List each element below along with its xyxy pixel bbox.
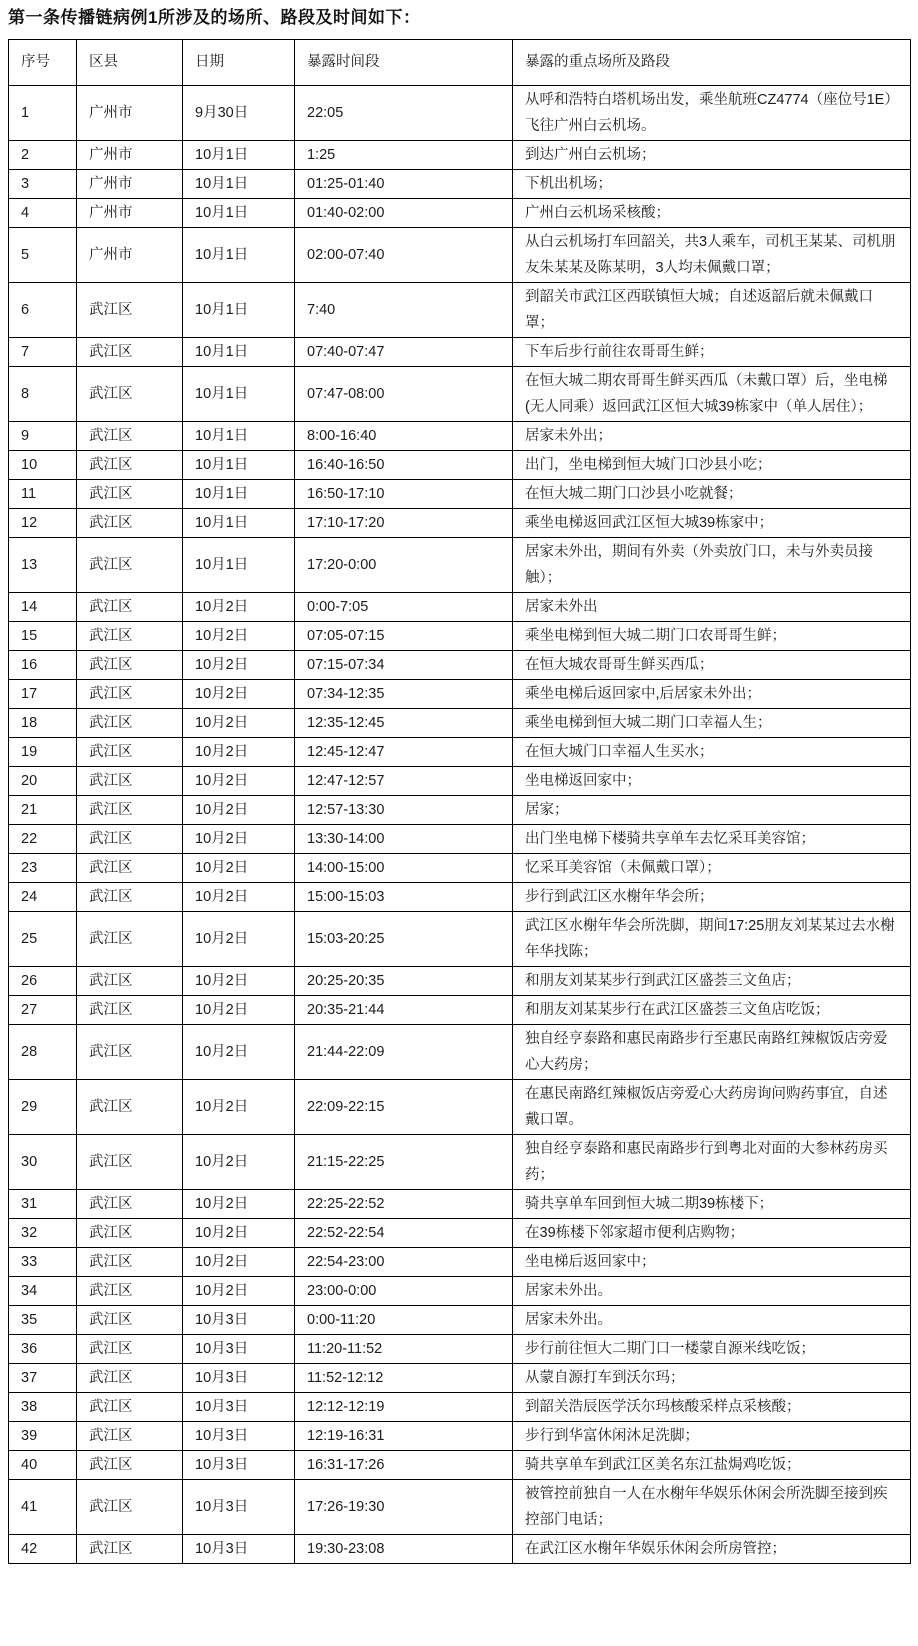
cell-date: 10月2日 <box>183 593 295 622</box>
cell-time: 22:09-22:15 <box>295 1080 513 1135</box>
cell-time: 16:40-16:50 <box>295 451 513 480</box>
cell-district: 武江区 <box>77 1451 183 1480</box>
cell-place: 乘坐电梯后返回家中,后居家未外出； <box>513 680 911 709</box>
cell-no: 23 <box>9 854 77 883</box>
cell-time: 15:03-20:25 <box>295 912 513 967</box>
cell-date: 10月2日 <box>183 796 295 825</box>
cell-district: 武江区 <box>77 738 183 767</box>
cell-date: 10月2日 <box>183 825 295 854</box>
cell-date: 10月2日 <box>183 738 295 767</box>
table-row <box>9 1025 911 1080</box>
cell-district: 武江区 <box>77 767 183 796</box>
cell-district: 武江区 <box>77 622 183 651</box>
table-row <box>9 538 911 593</box>
cell-place: 步行前往恒大二期门口一楼蒙自源米线吃饭； <box>513 1335 911 1364</box>
table-row <box>9 86 911 141</box>
cell-no: 5 <box>9 228 77 283</box>
cell-place: 从蒙自源打车到沃尔玛； <box>513 1364 911 1393</box>
cell-no: 40 <box>9 1451 77 1480</box>
cell-district: 武江区 <box>77 1364 183 1393</box>
cell-no: 22 <box>9 825 77 854</box>
cell-date: 10月3日 <box>183 1480 295 1535</box>
table-row <box>9 709 911 738</box>
table-row <box>9 854 911 883</box>
cell-place: 骑共享单车到武江区美名东江盐焗鸡吃饭； <box>513 1451 911 1480</box>
cell-place: 居家未外出。 <box>513 1306 911 1335</box>
cell-district: 广州市 <box>77 86 183 141</box>
cell-date: 10月2日 <box>183 1080 295 1135</box>
cell-place: 在恒大城门口幸福人生买水； <box>513 738 911 767</box>
cell-time: 20:35-21:44 <box>295 996 513 1025</box>
cell-place: 在恒大城农哥哥生鲜买西瓜； <box>513 651 911 680</box>
cell-date: 10月1日 <box>183 451 295 480</box>
cell-time: 17:20-0:00 <box>295 538 513 593</box>
cell-place: 乘坐电梯返回武江区恒大城39栋家中； <box>513 509 911 538</box>
header-cell-time: 暴露时间段 <box>295 40 513 86</box>
header-cell-place: 暴露的重点场所及路段 <box>513 40 911 86</box>
cell-no: 29 <box>9 1080 77 1135</box>
table-row <box>9 967 911 996</box>
table-row <box>9 1364 911 1393</box>
table-header-row <box>9 40 911 86</box>
cell-district: 武江区 <box>77 451 183 480</box>
header-cell-no: 序号 <box>9 40 77 86</box>
cell-no: 20 <box>9 767 77 796</box>
cell-place: 武江区水榭年华会所洗脚，期间17:25朋友刘某某过去水榭年华找陈； <box>513 912 911 967</box>
cell-place: 广州白云机场采核酸； <box>513 199 911 228</box>
cell-district: 武江区 <box>77 1190 183 1219</box>
cell-district: 武江区 <box>77 1306 183 1335</box>
cell-no: 11 <box>9 480 77 509</box>
cell-time: 07:34-12:35 <box>295 680 513 709</box>
cell-place: 居家未外出。 <box>513 1277 911 1306</box>
cell-time: 22:54-23:00 <box>295 1248 513 1277</box>
cell-date: 10月2日 <box>183 680 295 709</box>
cell-district: 武江区 <box>77 825 183 854</box>
cell-no: 13 <box>9 538 77 593</box>
cell-date: 10月3日 <box>183 1335 295 1364</box>
cell-time: 20:25-20:35 <box>295 967 513 996</box>
cell-no: 41 <box>9 1480 77 1535</box>
cell-no: 35 <box>9 1306 77 1335</box>
cell-date: 10月2日 <box>183 883 295 912</box>
table-row <box>9 338 911 367</box>
cell-time: 16:31-17:26 <box>295 1451 513 1480</box>
table-row <box>9 141 911 170</box>
cell-no: 28 <box>9 1025 77 1080</box>
cell-date: 10月1日 <box>183 538 295 593</box>
cell-date: 10月2日 <box>183 1025 295 1080</box>
cell-place: 乘坐电梯到恒大城二期门口幸福人生； <box>513 709 911 738</box>
cell-district: 武江区 <box>77 796 183 825</box>
cell-place: 居家未外出 <box>513 593 911 622</box>
cell-time: 01:40-02:00 <box>295 199 513 228</box>
page-title: 第一条传播链病例1所涉及的场所、路段及时间如下： <box>8 8 421 27</box>
cell-no: 33 <box>9 1248 77 1277</box>
cell-time: 19:30-23:08 <box>295 1535 513 1564</box>
cell-date: 10月2日 <box>183 854 295 883</box>
cell-date: 10月2日 <box>183 1248 295 1277</box>
table-row <box>9 1135 911 1190</box>
cell-date: 10月3日 <box>183 1364 295 1393</box>
table-row <box>9 651 911 680</box>
table-row <box>9 1451 911 1480</box>
cell-time: 12:47-12:57 <box>295 767 513 796</box>
cell-time: 22:52-22:54 <box>295 1219 513 1248</box>
table-row <box>9 422 911 451</box>
table-row <box>9 367 911 422</box>
table-row <box>9 680 911 709</box>
table-row <box>9 883 911 912</box>
cell-date: 10月1日 <box>183 509 295 538</box>
cell-district: 武江区 <box>77 422 183 451</box>
cell-district: 武江区 <box>77 1422 183 1451</box>
cell-place: 和朋友刘某某步行到武江区盛荟三文鱼店； <box>513 967 911 996</box>
cell-no: 39 <box>9 1422 77 1451</box>
cell-place: 忆采耳美容馆（未佩戴口罩）； <box>513 854 911 883</box>
cell-no: 4 <box>9 199 77 228</box>
cell-no: 38 <box>9 1393 77 1422</box>
cell-no: 19 <box>9 738 77 767</box>
cell-district: 武江区 <box>77 680 183 709</box>
cell-place: 在39栋楼下邻家超市便利店购物； <box>513 1219 911 1248</box>
cell-date: 10月2日 <box>183 1190 295 1219</box>
cell-time: 01:25-01:40 <box>295 170 513 199</box>
cell-no: 3 <box>9 170 77 199</box>
cell-district: 武江区 <box>77 1248 183 1277</box>
cell-place: 步行到华富休闲沐足洗脚； <box>513 1422 911 1451</box>
cell-time: 07:15-07:34 <box>295 651 513 680</box>
cell-district: 广州市 <box>77 170 183 199</box>
cell-district: 武江区 <box>77 1219 183 1248</box>
cell-date: 10月1日 <box>183 228 295 283</box>
table-row <box>9 622 911 651</box>
cell-time: 0:00-7:05 <box>295 593 513 622</box>
cell-district: 武江区 <box>77 1080 183 1135</box>
cell-district: 武江区 <box>77 854 183 883</box>
table-row <box>9 480 911 509</box>
cell-time: 07:05-07:15 <box>295 622 513 651</box>
cell-no: 17 <box>9 680 77 709</box>
cell-date: 10月2日 <box>183 622 295 651</box>
cell-place: 从白云机场打车回韶关，共3人乘车，司机王某某、司机朋友朱某某及陈某明，3人均未佩戴口罩； <box>513 228 911 283</box>
cell-place: 在武江区水榭年华娱乐休闲会所房管控； <box>513 1535 911 1564</box>
cell-place: 到韶关浩辰医学沃尔玛核酸采样点采核酸； <box>513 1393 911 1422</box>
cell-no: 10 <box>9 451 77 480</box>
cell-district: 武江区 <box>77 480 183 509</box>
cell-no: 42 <box>9 1535 77 1564</box>
cell-date: 10月1日 <box>183 283 295 338</box>
cell-time: 12:45-12:47 <box>295 738 513 767</box>
cell-time: 12:35-12:45 <box>295 709 513 738</box>
cell-no: 1 <box>9 86 77 141</box>
table-row <box>9 1335 911 1364</box>
table-row <box>9 228 911 283</box>
cell-date: 10月3日 <box>183 1535 295 1564</box>
cell-time: 7:40 <box>295 283 513 338</box>
table-row <box>9 199 911 228</box>
cell-district: 武江区 <box>77 651 183 680</box>
cell-place: 坐电梯后返回家中； <box>513 1248 911 1277</box>
cell-date: 10月1日 <box>183 480 295 509</box>
table-body <box>9 86 911 1564</box>
cell-time: 12:12-12:19 <box>295 1393 513 1422</box>
cell-district: 武江区 <box>77 996 183 1025</box>
cell-district: 武江区 <box>77 709 183 738</box>
cell-time: 14:00-15:00 <box>295 854 513 883</box>
cell-no: 24 <box>9 883 77 912</box>
cell-place: 从呼和浩特白塔机场出发，乘坐航班CZ4774（座位号1E）飞往广州白云机场。 <box>513 86 911 141</box>
table-row <box>9 796 911 825</box>
cell-date: 10月1日 <box>183 141 295 170</box>
cell-time: 16:50-17:10 <box>295 480 513 509</box>
cell-time: 12:19-16:31 <box>295 1422 513 1451</box>
cell-time: 8:00-16:40 <box>295 422 513 451</box>
cell-no: 7 <box>9 338 77 367</box>
cell-place: 出门，坐电梯到恒大城门口沙县小吃； <box>513 451 911 480</box>
cell-no: 26 <box>9 967 77 996</box>
table-row <box>9 767 911 796</box>
cell-district: 武江区 <box>77 1277 183 1306</box>
cell-district: 武江区 <box>77 912 183 967</box>
cell-place: 在恒大城二期门口沙县小吃就餐； <box>513 480 911 509</box>
cell-no: 2 <box>9 141 77 170</box>
cell-date: 10月1日 <box>183 338 295 367</box>
cell-place: 步行到武江区水榭年华会所； <box>513 883 911 912</box>
cell-place: 乘坐电梯到恒大城二期门口农哥哥生鲜； <box>513 622 911 651</box>
cell-date: 9月30日 <box>183 86 295 141</box>
cell-time: 1:25 <box>295 141 513 170</box>
table-row <box>9 1190 911 1219</box>
cell-time: 21:15-22:25 <box>295 1135 513 1190</box>
cell-time: 22:05 <box>295 86 513 141</box>
table-row <box>9 283 911 338</box>
cell-time: 07:40-07:47 <box>295 338 513 367</box>
cell-no: 37 <box>9 1364 77 1393</box>
cell-place: 在惠民南路红辣椒饭店旁爱心大药房询问购药事宜，自述戴口罩。 <box>513 1080 911 1135</box>
cell-district: 武江区 <box>77 593 183 622</box>
header-cell-district: 区县 <box>77 40 183 86</box>
cell-place: 下车后步行前往农哥哥生鲜； <box>513 338 911 367</box>
cell-date: 10月3日 <box>183 1422 295 1451</box>
cell-district: 广州市 <box>77 228 183 283</box>
cell-time: 11:20-11:52 <box>295 1335 513 1364</box>
exposure-table <box>8 39 911 1564</box>
table-row <box>9 912 911 967</box>
cell-no: 16 <box>9 651 77 680</box>
cell-no: 18 <box>9 709 77 738</box>
cell-no: 15 <box>9 622 77 651</box>
cell-place: 被管控前独自一人在水榭年华娱乐休闲会所洗脚至接到疾控部门电话； <box>513 1480 911 1535</box>
cell-time: 12:57-13:30 <box>295 796 513 825</box>
cell-place: 到韶关市武江区西联镇恒大城；自述返韶后就未佩戴口罩； <box>513 283 911 338</box>
cell-date: 10月2日 <box>183 767 295 796</box>
cell-place: 居家未外出； <box>513 422 911 451</box>
cell-date: 10月2日 <box>183 651 295 680</box>
cell-district: 武江区 <box>77 1535 183 1564</box>
cell-place: 下机出机场； <box>513 170 911 199</box>
cell-district: 武江区 <box>77 509 183 538</box>
cell-place: 在恒大城二期农哥哥生鲜买西瓜（未戴口罩）后，坐电梯(无人同乘）返回武江区恒大城39栋家中（单人居住）； <box>513 367 911 422</box>
cell-district: 广州市 <box>77 141 183 170</box>
cell-no: 14 <box>9 593 77 622</box>
cell-time: 22:25-22:52 <box>295 1190 513 1219</box>
cell-no: 9 <box>9 422 77 451</box>
cell-district: 武江区 <box>77 1135 183 1190</box>
cell-no: 25 <box>9 912 77 967</box>
cell-district: 武江区 <box>77 338 183 367</box>
cell-date: 10月3日 <box>183 1451 295 1480</box>
table-row <box>9 1248 911 1277</box>
table-row <box>9 1277 911 1306</box>
cell-place: 居家； <box>513 796 911 825</box>
cell-no: 12 <box>9 509 77 538</box>
table-row <box>9 738 911 767</box>
cell-time: 11:52-12:12 <box>295 1364 513 1393</box>
cell-no: 30 <box>9 1135 77 1190</box>
cell-place: 和朋友刘某某步行在武江区盛荟三文鱼店吃饭； <box>513 996 911 1025</box>
cell-district: 广州市 <box>77 199 183 228</box>
table-row <box>9 593 911 622</box>
table-row <box>9 509 911 538</box>
table-row <box>9 1393 911 1422</box>
cell-date: 10月2日 <box>183 1277 295 1306</box>
cell-date: 10月2日 <box>183 1219 295 1248</box>
cell-date: 10月3日 <box>183 1393 295 1422</box>
cell-date: 10月1日 <box>183 199 295 228</box>
cell-time: 07:47-08:00 <box>295 367 513 422</box>
cell-district: 武江区 <box>77 1335 183 1364</box>
cell-time: 21:44-22:09 <box>295 1025 513 1080</box>
table-row <box>9 825 911 854</box>
cell-no: 21 <box>9 796 77 825</box>
cell-date: 10月1日 <box>183 422 295 451</box>
table-row <box>9 170 911 199</box>
cell-place: 居家未外出，期间有外卖（外卖放门口，未与外卖员接触）； <box>513 538 911 593</box>
cell-date: 10月2日 <box>183 709 295 738</box>
cell-place: 坐电梯返回家中； <box>513 767 911 796</box>
table-row <box>9 1480 911 1535</box>
cell-no: 34 <box>9 1277 77 1306</box>
table-row <box>9 1422 911 1451</box>
cell-no: 32 <box>9 1219 77 1248</box>
cell-time: 17:26-19:30 <box>295 1480 513 1535</box>
cell-district: 武江区 <box>77 1025 183 1080</box>
cell-date: 10月1日 <box>183 170 295 199</box>
cell-place: 独自经亨泰路和惠民南路步行到粤北对面的大参林药房买药； <box>513 1135 911 1190</box>
cell-district: 武江区 <box>77 883 183 912</box>
cell-time: 15:00-15:03 <box>295 883 513 912</box>
cell-district: 武江区 <box>77 367 183 422</box>
cell-no: 6 <box>9 283 77 338</box>
cell-district: 武江区 <box>77 967 183 996</box>
cell-time: 0:00-11:20 <box>295 1306 513 1335</box>
cell-no: 27 <box>9 996 77 1025</box>
table-row <box>9 451 911 480</box>
cell-time: 23:00-0:00 <box>295 1277 513 1306</box>
cell-time: 02:00-07:40 <box>295 228 513 283</box>
table-row <box>9 996 911 1025</box>
cell-date: 10月3日 <box>183 1306 295 1335</box>
cell-place: 骑共享单车回到恒大城二期39栋楼下； <box>513 1190 911 1219</box>
cell-date: 10月2日 <box>183 996 295 1025</box>
cell-district: 武江区 <box>77 283 183 338</box>
cell-time: 13:30-14:00 <box>295 825 513 854</box>
cell-no: 36 <box>9 1335 77 1364</box>
cell-no: 31 <box>9 1190 77 1219</box>
table-row <box>9 1535 911 1564</box>
cell-district: 武江区 <box>77 538 183 593</box>
cell-date: 10月2日 <box>183 967 295 996</box>
table-row <box>9 1219 911 1248</box>
cell-place: 独自经亨泰路和惠民南路步行至惠民南路红辣椒饭店旁爱心大药房； <box>513 1025 911 1080</box>
cell-district: 武江区 <box>77 1393 183 1422</box>
table-row <box>9 1080 911 1135</box>
cell-district: 武江区 <box>77 1480 183 1535</box>
table-row <box>9 1306 911 1335</box>
cell-date: 10月2日 <box>183 912 295 967</box>
cell-no: 8 <box>9 367 77 422</box>
cell-date: 10月2日 <box>183 1135 295 1190</box>
cell-place: 到达广州白云机场； <box>513 141 911 170</box>
cell-date: 10月1日 <box>183 367 295 422</box>
header-cell-date: 日期 <box>183 40 295 86</box>
cell-place: 出门坐电梯下楼骑共享单车去忆采耳美容馆； <box>513 825 911 854</box>
cell-time: 17:10-17:20 <box>295 509 513 538</box>
